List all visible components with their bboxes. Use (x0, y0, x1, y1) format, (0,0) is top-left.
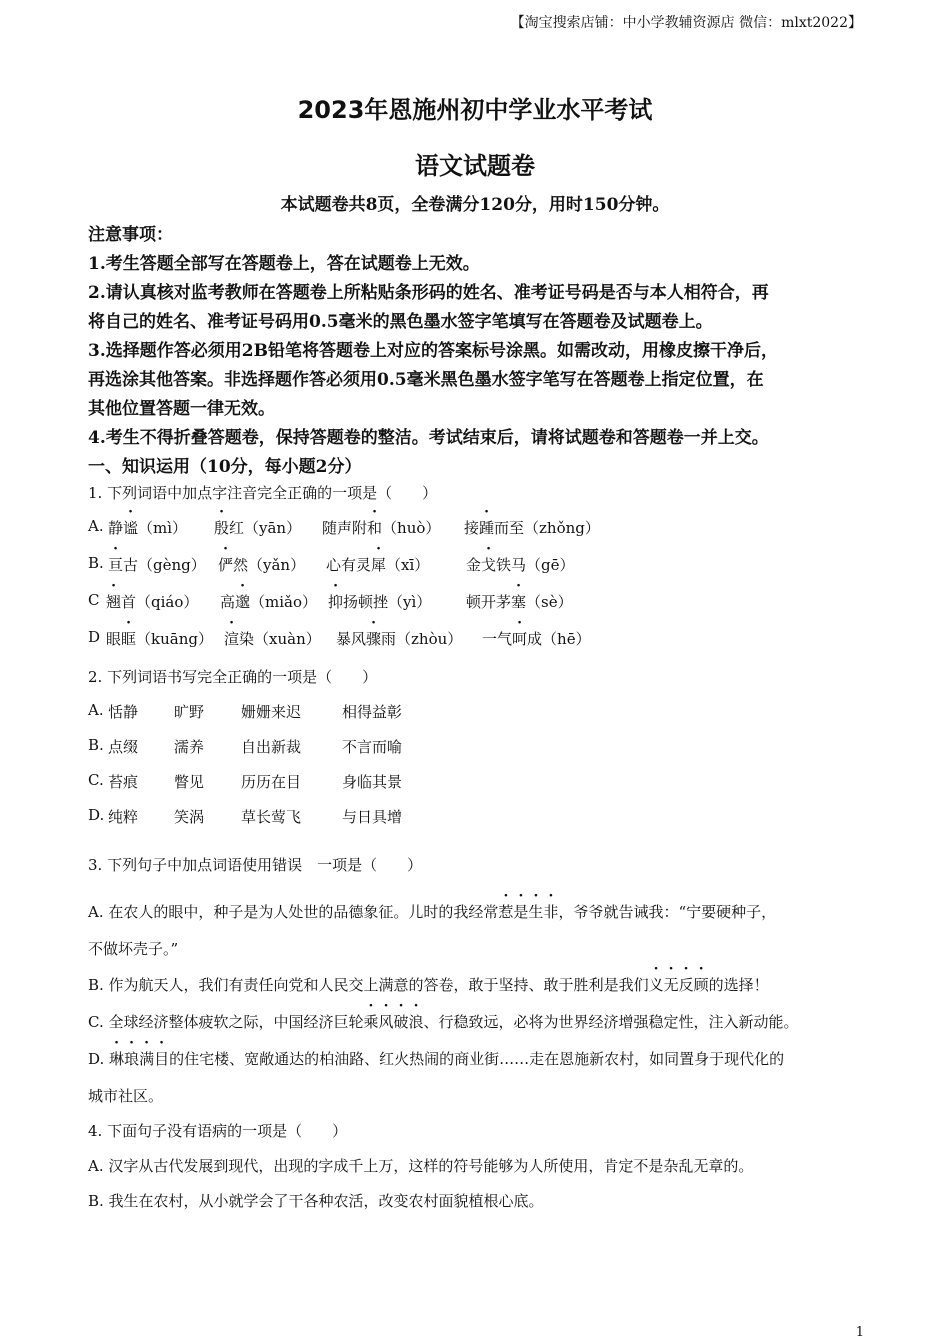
question-2-option-d (88, 806, 588, 828)
exam-info: 本试题卷共8页，全卷满分120分，用时150分钟。 (280, 195, 670, 215)
option-item: 接踵而至（zhǒng） (464, 519, 600, 537)
question-3-option-d-cont: 城市社区。 (88, 1087, 164, 1105)
exam-subtitle: 语文试题卷 (415, 152, 535, 180)
header-note: 【淘宝搜索店铺：中小学教辅资源店 微信：mlxt2022】 (510, 15, 862, 31)
question-2-stem: 2. 下列词语书写完全正确的一项是（ ） (88, 668, 378, 686)
option-item: 姗姗来迟 (241, 703, 302, 721)
question-1-option-d (88, 628, 868, 650)
page-number: 1 (855, 1325, 864, 1340)
option-item: 旷野 (174, 703, 205, 721)
option-item: 草长莺飞 (241, 808, 302, 826)
option-item: 恬静 (108, 703, 139, 721)
option-item: 历历在目 (241, 773, 302, 791)
dotted-char: 乘 (363, 1013, 379, 1031)
question-2-option-a (88, 701, 588, 723)
option-item: 自出新裁 (241, 738, 302, 756)
dotted-char: 惹 (498, 903, 514, 921)
dotted-char: 生 (528, 903, 544, 921)
option-item: 濡养 (174, 738, 205, 756)
option-item: 眼眶（kuāng） (106, 630, 213, 648)
option-item: 心有灵犀（xī） (326, 556, 430, 574)
dotted-char: 琳 (109, 1050, 125, 1068)
dotted-char: 非 (543, 903, 559, 921)
option-item: 翘首（qiáo） (106, 593, 199, 611)
question-4-stem: 4. 下面句子没有语病的一项是（ ） (88, 1122, 348, 1140)
dotted-char: 顾 (693, 976, 709, 994)
option-label: B. (88, 554, 104, 572)
dotted-char: 满 (139, 1050, 155, 1068)
question-1-stem: 1. 下列词语中加点字注音完全正确的一项是（ ） (88, 484, 438, 502)
option-item: 苔痕 (108, 773, 139, 791)
option-item: 点缀 (108, 738, 139, 756)
option-item: 随声附和（huò） (322, 519, 441, 537)
dotted-char: 浪 (408, 1013, 424, 1031)
note-line: 1.考生答题全部写在答题卷上，答在试题卷上无效。 (88, 254, 480, 274)
option-item: 金戈铁马（gē） (466, 556, 575, 574)
dotted-phrase (649, 976, 709, 994)
option-item: 殷红（yān） (214, 519, 302, 537)
question-4-option-b: B. 我生在农村，从小就学会了干各种农活，改变农村面貌植根心底。 (88, 1192, 544, 1210)
option-item: 暴风骤雨（zhòu） (336, 630, 463, 648)
question-1-option-a (88, 517, 868, 539)
option-label: A. (88, 701, 104, 719)
option-item: 纯粹 (108, 808, 139, 826)
dotted-char: 琅 (124, 1050, 140, 1068)
question-1-option-c (88, 591, 868, 613)
option-item: 一气呵成（hē） (482, 630, 591, 648)
option-label: A. (88, 517, 104, 535)
option-label: D. (88, 806, 105, 824)
dotted-char: 破 (393, 1013, 409, 1031)
question-4-option-a: A. 汉字从古代发展到现代，出现的字成千上万，这样的符号能够为人所使用，肯定不是杂乱无章的。 (88, 1157, 754, 1175)
dotted-phrase (498, 903, 558, 921)
notes-heading: 注意事项： (88, 225, 173, 245)
question-3-option-a-cont: 不做坏壳子。” (88, 940, 179, 958)
question-2-option-b (88, 736, 588, 758)
question-3-option-c: C. 全球经济整体疲软之际，中国经济巨轮乘风破浪、行稳致远，必将为世界经济增强稳定性，注入新动能。 (88, 1013, 799, 1031)
question-3-stem: 3. 下列句子中加点词语使用错误 一项是（ ） (88, 856, 423, 874)
dotted-char: 风 (378, 1013, 394, 1031)
dotted-char: 是 (513, 903, 529, 921)
option-item: 亘古（gèng） (108, 556, 206, 574)
option-item: 顿开茅塞（sè） (466, 593, 573, 611)
exam-title: 2023年恩施州初中学业水平考试 (297, 96, 653, 124)
option-item: 抑扬顿挫（yì） (328, 593, 432, 611)
option-item: 瞥见 (174, 773, 205, 791)
dotted-char: 反 (678, 976, 694, 994)
section-heading: 一、知识运用（10分，每小题2分） (88, 457, 362, 477)
question-1-option-b (88, 554, 868, 576)
option-item: 高邈（miǎo） (220, 593, 318, 611)
option-item: 俨然（yǎn） (218, 556, 306, 574)
option-label: B. (88, 736, 104, 754)
option-label: C (88, 591, 100, 609)
dotted-char: 目 (154, 1050, 170, 1068)
dotted-char: 义 (648, 976, 664, 994)
option-item: 渲染（xuàn） (224, 630, 321, 648)
option-item: 与日具增 (342, 808, 403, 826)
dotted-phrase (363, 1013, 423, 1031)
dotted-char: 无 (663, 976, 679, 994)
note-line: 2.请认真核对监考教师在答题卷上所粘贴条形码的姓名、准考证号码是否与本人相符合，再 (88, 283, 769, 303)
option-item: 静谧（mì） (108, 519, 188, 537)
question-3-option-b: B. 作为航天人，我们有责任向党和人民交上满意的答卷，敢于坚持、敢于胜利是我们义无反顾的选择！ (88, 976, 769, 994)
option-item: 相得益彰 (342, 703, 403, 721)
note-line: 将自己的姓名、准考证号码用0.5毫米的黑色墨水签字笔填写在答题卷及试题卷上。 (88, 312, 713, 332)
question-3-option-d: D. 琳琅满目的住宅楼、宽敞通达的柏油路、红火热闹的商业街……走在恩施新农村，如同置身于现代化的 (88, 1050, 785, 1068)
option-label: C. (88, 771, 104, 789)
option-label: D (88, 628, 101, 646)
option-item: 不言而喻 (342, 738, 403, 756)
note-line: 再选涂其他答案。非选择题作答必须用0.5毫米黑色墨水签字笔写在答题卷上指定位置，在 (88, 370, 764, 390)
question-2-option-c (88, 771, 588, 793)
dotted-phrase (109, 1050, 169, 1068)
question-3-option-a: A. 在农人的眼中，种子是为人处世的品德象征。儿时的我经常惹是生非，爷爷就告诫我：“宁要硬种子， (88, 903, 777, 921)
option-item: 身临其景 (342, 773, 403, 791)
option-item: 笑涡 (174, 808, 205, 826)
note-line: 3.选择题作答必须用2B铅笔将答题卷上对应的答案标号涂黑。如需改动，用橡皮擦干净后， (88, 341, 778, 361)
note-line: 其他位置答题一律无效。 (88, 399, 275, 419)
note-line: 4.考生不得折叠答题卷，保持答题卷的整洁。考试结束后，请将试题卷和答题卷一并上交。 (88, 428, 769, 448)
